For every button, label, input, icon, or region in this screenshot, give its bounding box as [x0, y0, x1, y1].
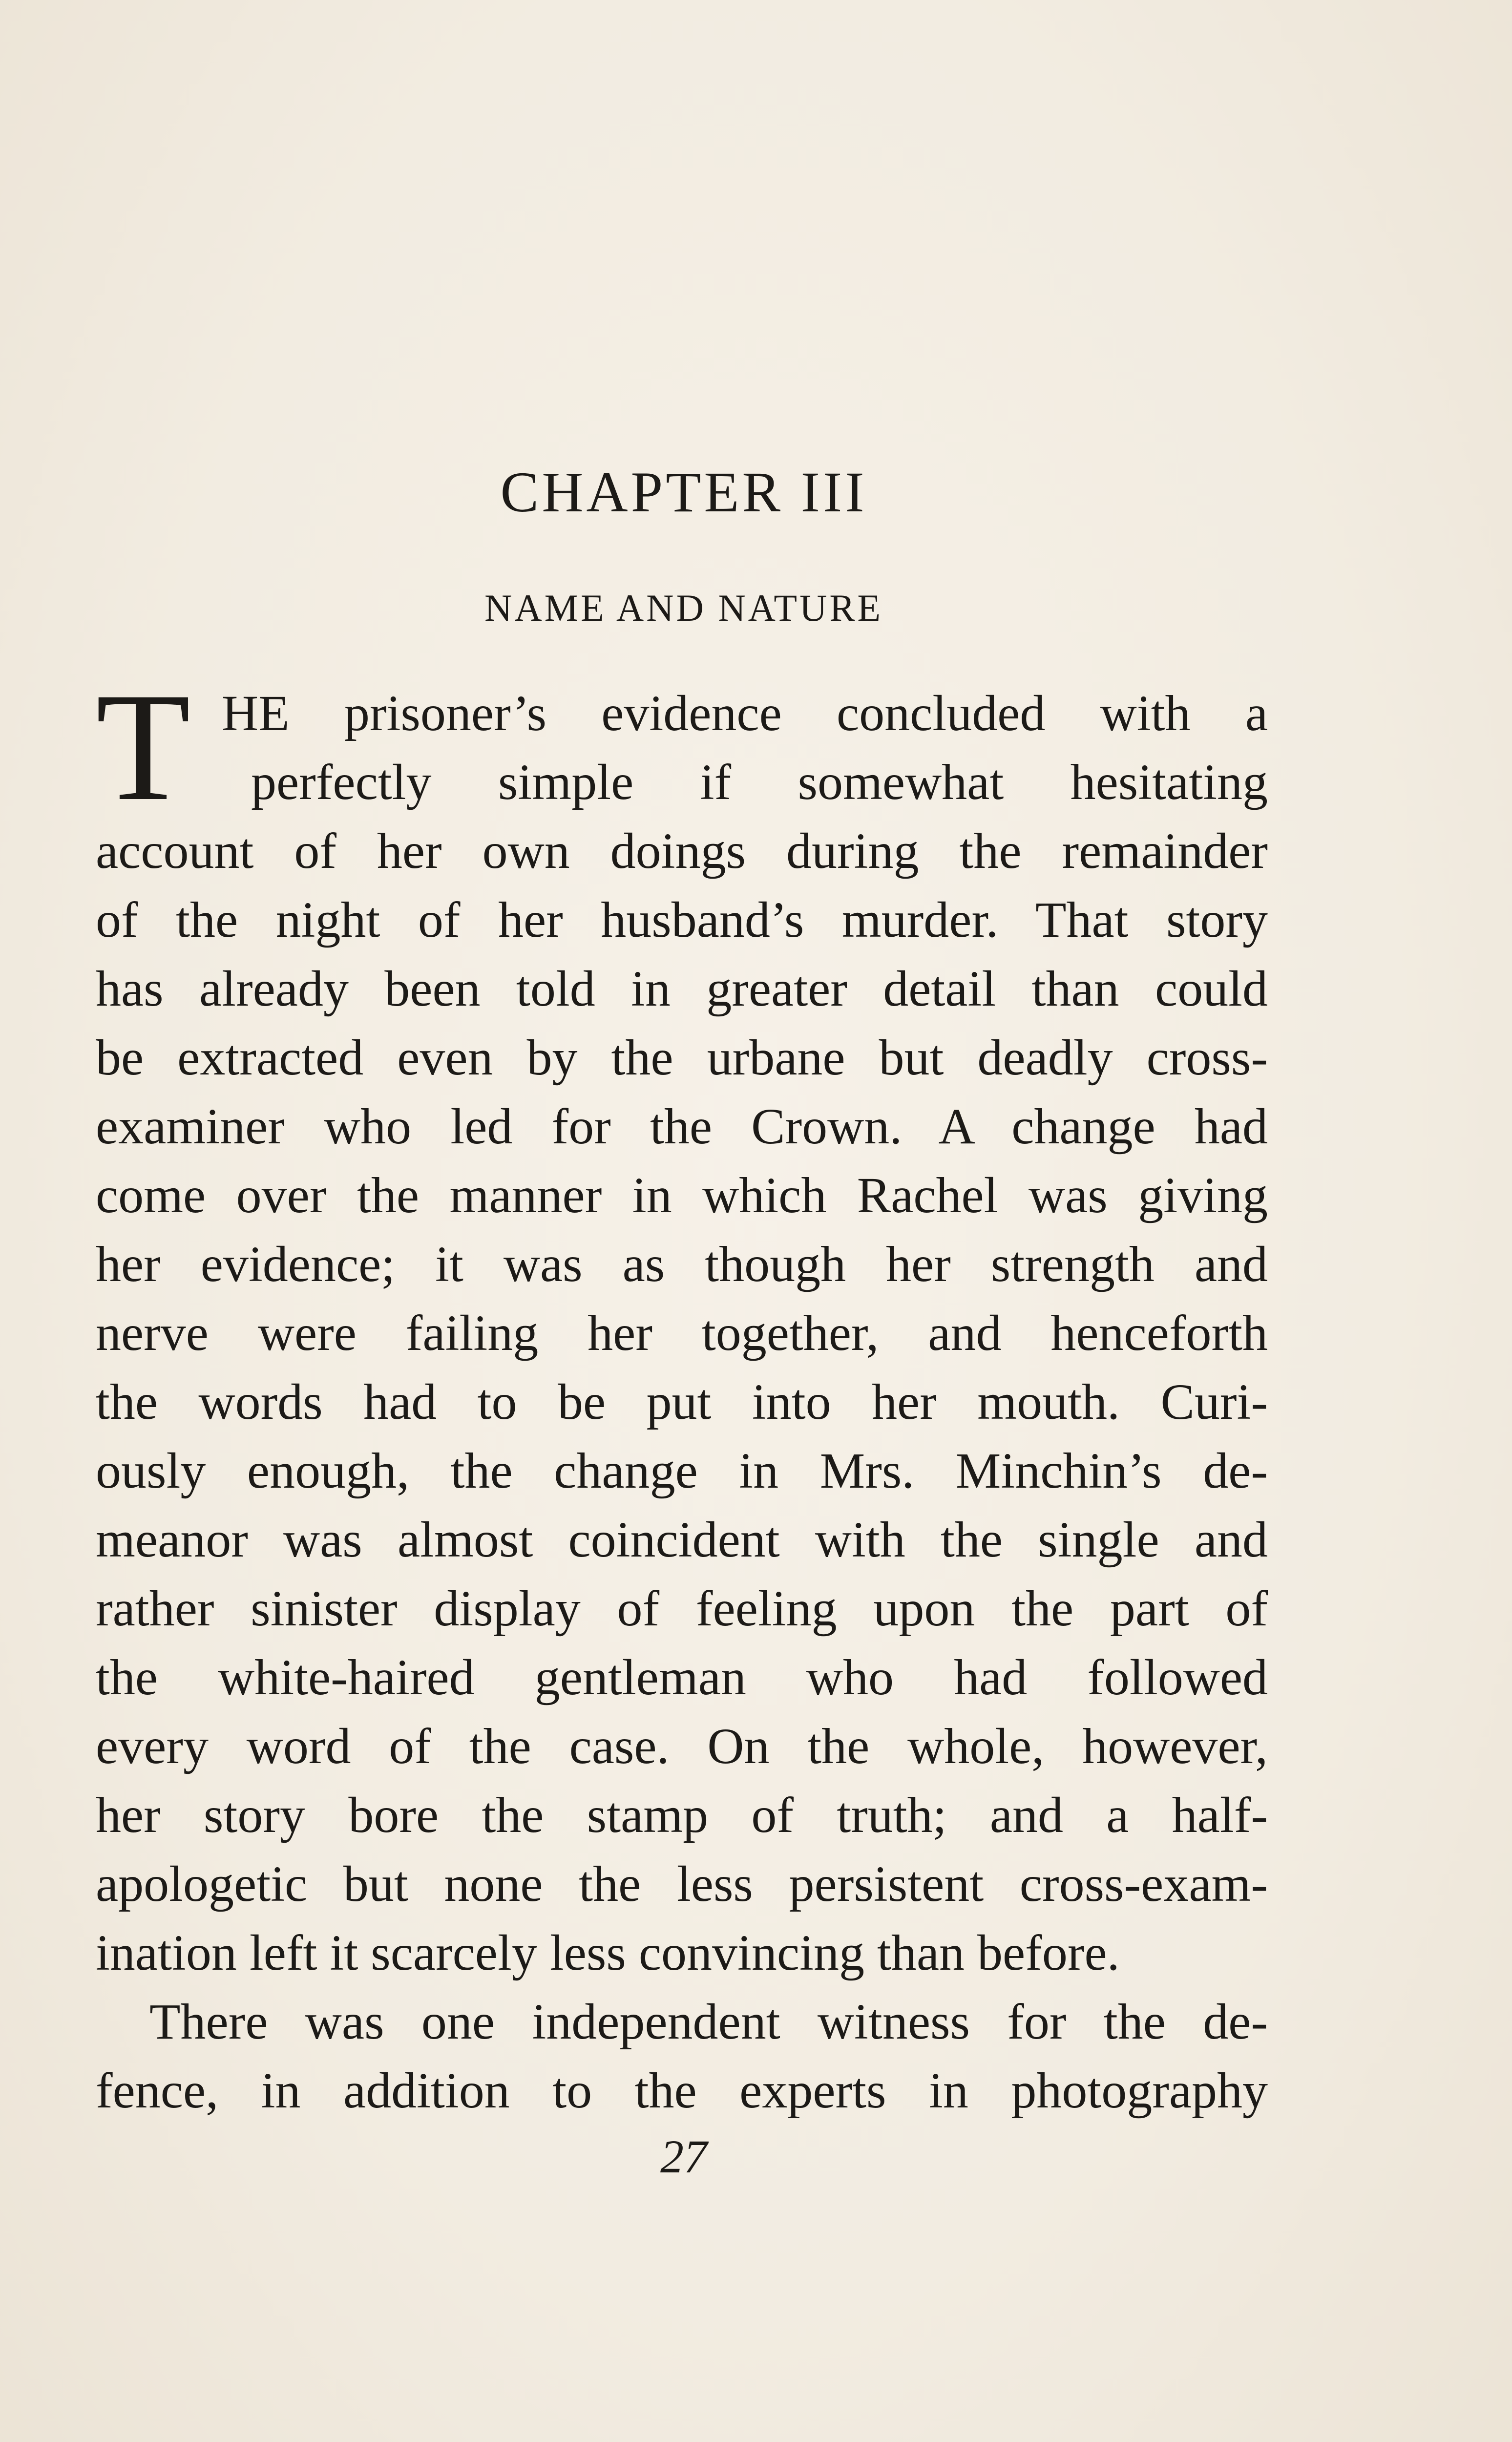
text-line: has already been told in greater detail than could — [96, 961, 1268, 1017]
text-line: There was one independent witness for the de- — [149, 1994, 1268, 2050]
text-line: HE prisoner’s evidence concluded with a — [222, 685, 1268, 741]
text-line: meanor was almost coincident with the single and — [96, 1512, 1268, 1568]
text-line: perfectly simple if somewhat hesitating — [251, 754, 1268, 810]
page-number: 27 — [660, 2130, 707, 2183]
chapter-title: CHAPTER III — [500, 460, 867, 524]
text-line: come over the manner in which Rachel was giving — [96, 1167, 1268, 1223]
text-line: be extracted even by the urbane but deadly cross- — [96, 1030, 1268, 1086]
text-line: examiner who led for the Crown. A change had — [96, 1098, 1268, 1155]
text-line: her story bore the stamp of truth; and a half- — [96, 1787, 1268, 1843]
opening-paragraph-start — [96, 661, 1268, 833]
text-line: of the night of her husband’s murder. That story — [96, 892, 1268, 948]
drop-cap: T — [96, 661, 191, 833]
text-line: rather sinister display of feeling upon the part of — [96, 1580, 1268, 1637]
text-line: every word of the case. On the whole, however, — [96, 1718, 1268, 1774]
text-line: account of her own doings during the remainder — [96, 823, 1268, 879]
text-line: ination left it scarcely less convincing than before. — [96, 1925, 1120, 1981]
text-line: fence, in addition to the experts in photography — [96, 2063, 1268, 2119]
chapter-subtitle: NAME AND NATURE — [484, 587, 883, 629]
text-line: the words had to be put into her mouth. Curi- — [96, 1374, 1268, 1430]
text-line: ously enough, the change in Mrs. Minchin’s de- — [96, 1443, 1268, 1499]
body-text — [96, 661, 1268, 2125]
text-line: nerve were failing her together, and henceforth — [96, 1305, 1268, 1361]
text-line: her evidence; it was as though her strength and — [96, 1236, 1268, 1292]
text-line: apologetic but none the less persistent cross-exam- — [96, 1856, 1268, 1912]
text-line: the white-haired gentleman who had followed — [96, 1649, 1268, 1705]
